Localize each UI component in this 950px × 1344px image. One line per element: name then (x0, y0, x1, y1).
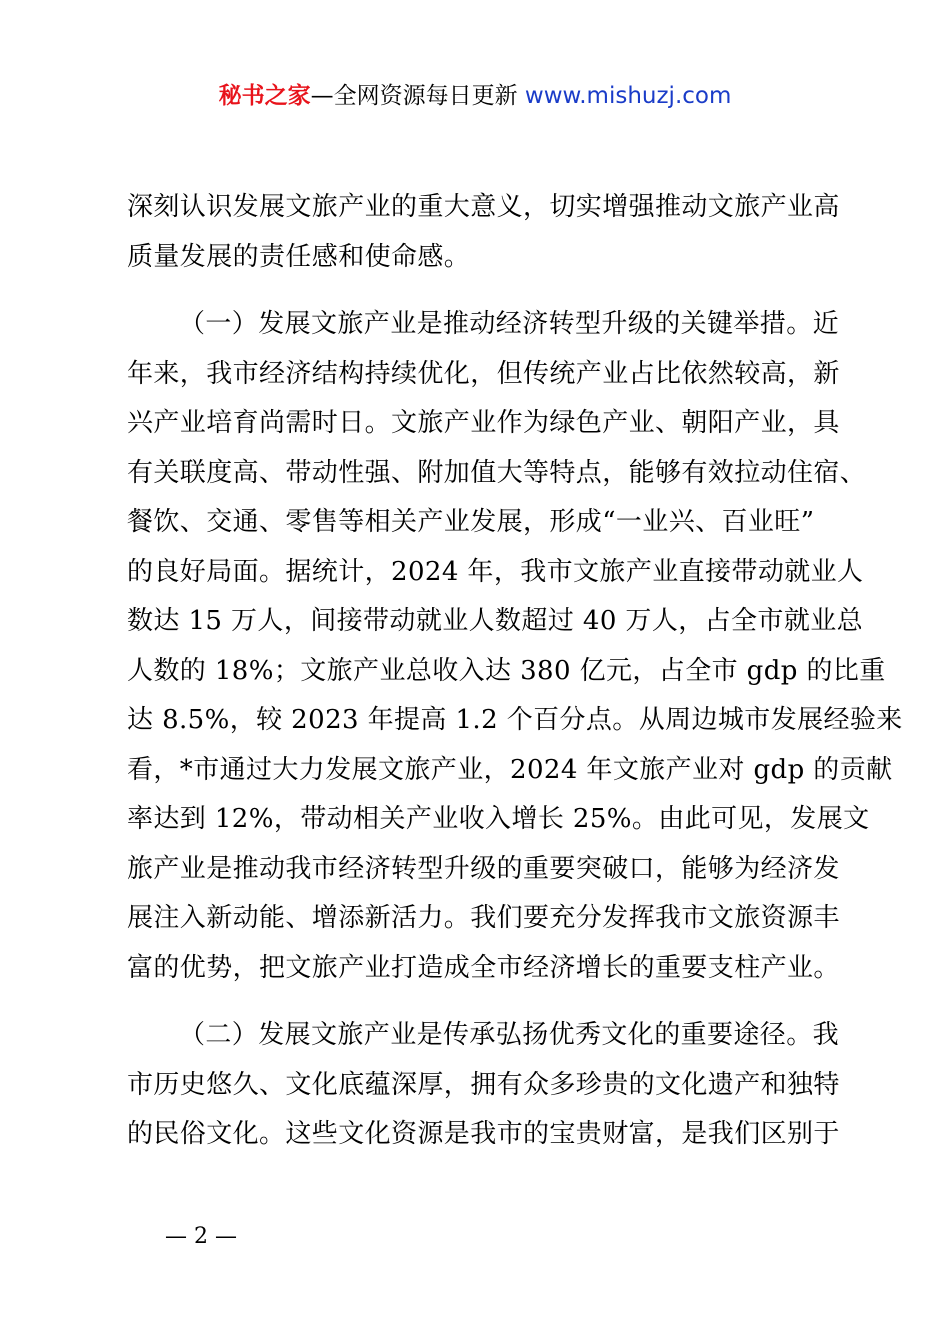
document-body (127, 183, 903, 1160)
paragraph-2 (127, 300, 903, 993)
text-line: （二）发展文旅产业是传承弘扬优秀文化的重要途径。我 (179, 1020, 840, 1050)
text-line: 质量发展的责任感和使命感。 (127, 241, 471, 272)
header-tagline: —全网资源每日更新 (310, 83, 525, 109)
text-line: 有关联度高、带动性强、附加值大等特点，能够有效拉动住宿、 (127, 457, 867, 488)
text-line: 的良好局面。据统计，2024 年，我市文旅产业直接带动就业人 (127, 556, 864, 587)
text-line: （一）发展文旅产业是推动经济转型升级的关键举措。近 (179, 309, 840, 339)
paragraph-1 (127, 183, 847, 282)
text-line: 旅产业是推动我市经济转型升级的重要突破口，能够为经济发 (127, 853, 840, 884)
text-line: 达 8.5%，较 2023 年提高 1.2 个百分点。从周边城市发展经验来 (127, 705, 903, 735)
text-line: 率达到 12%，带动相关产业收入增长 25%。由此可见，发展文 (127, 804, 870, 834)
text-line: 展注入新动能、增添新活力。我们要充分发挥我市文旅资源丰 (127, 903, 840, 933)
text-line: 人数的 18%；文旅产业总收入达 380 亿元，占全市 gdp 的比重 (127, 655, 886, 686)
text-line: 深刻认识发展文旅产业的重大意义，切实增强推动文旅产业高 (127, 192, 840, 222)
paragraph-3 (127, 1011, 847, 1160)
site-url-link[interactable]: www.mishuzj.com (524, 83, 732, 109)
text-line: 年来，我市经济结构持续优化，但传统产业占比依然较高，新 (127, 358, 840, 389)
text-line: 的民俗文化。这些文化资源是我市的宝贵财富，是我们区别于 (127, 1119, 840, 1149)
brand-name: 秘书之家 (218, 83, 311, 109)
text-line: 餐饮、交通、零售等相关产业发展，形成“一业兴、百业旺” (127, 507, 815, 537)
text-line: 兴产业培育尚需时日。文旅产业作为绿色产业、朝阳产业，具 (127, 408, 840, 438)
text-line: 看，*市通过大力发展文旅产业，2024 年文旅产业对 gdp 的贡献 (127, 754, 893, 785)
page-number: — 2 — (165, 1224, 237, 1249)
text-line: 数达 15 万人，间接带动就业人数超过 40 万人，占全市就业总 (127, 606, 864, 636)
text-line: 富的优势，把文旅产业打造成全市经济增长的重要支柱产业。 (127, 952, 840, 983)
text-line: 市历史悠久、文化底蕴深厚，拥有众多珍贵的文化遗产和独特 (127, 1069, 840, 1100)
site-header (0, 78, 950, 114)
